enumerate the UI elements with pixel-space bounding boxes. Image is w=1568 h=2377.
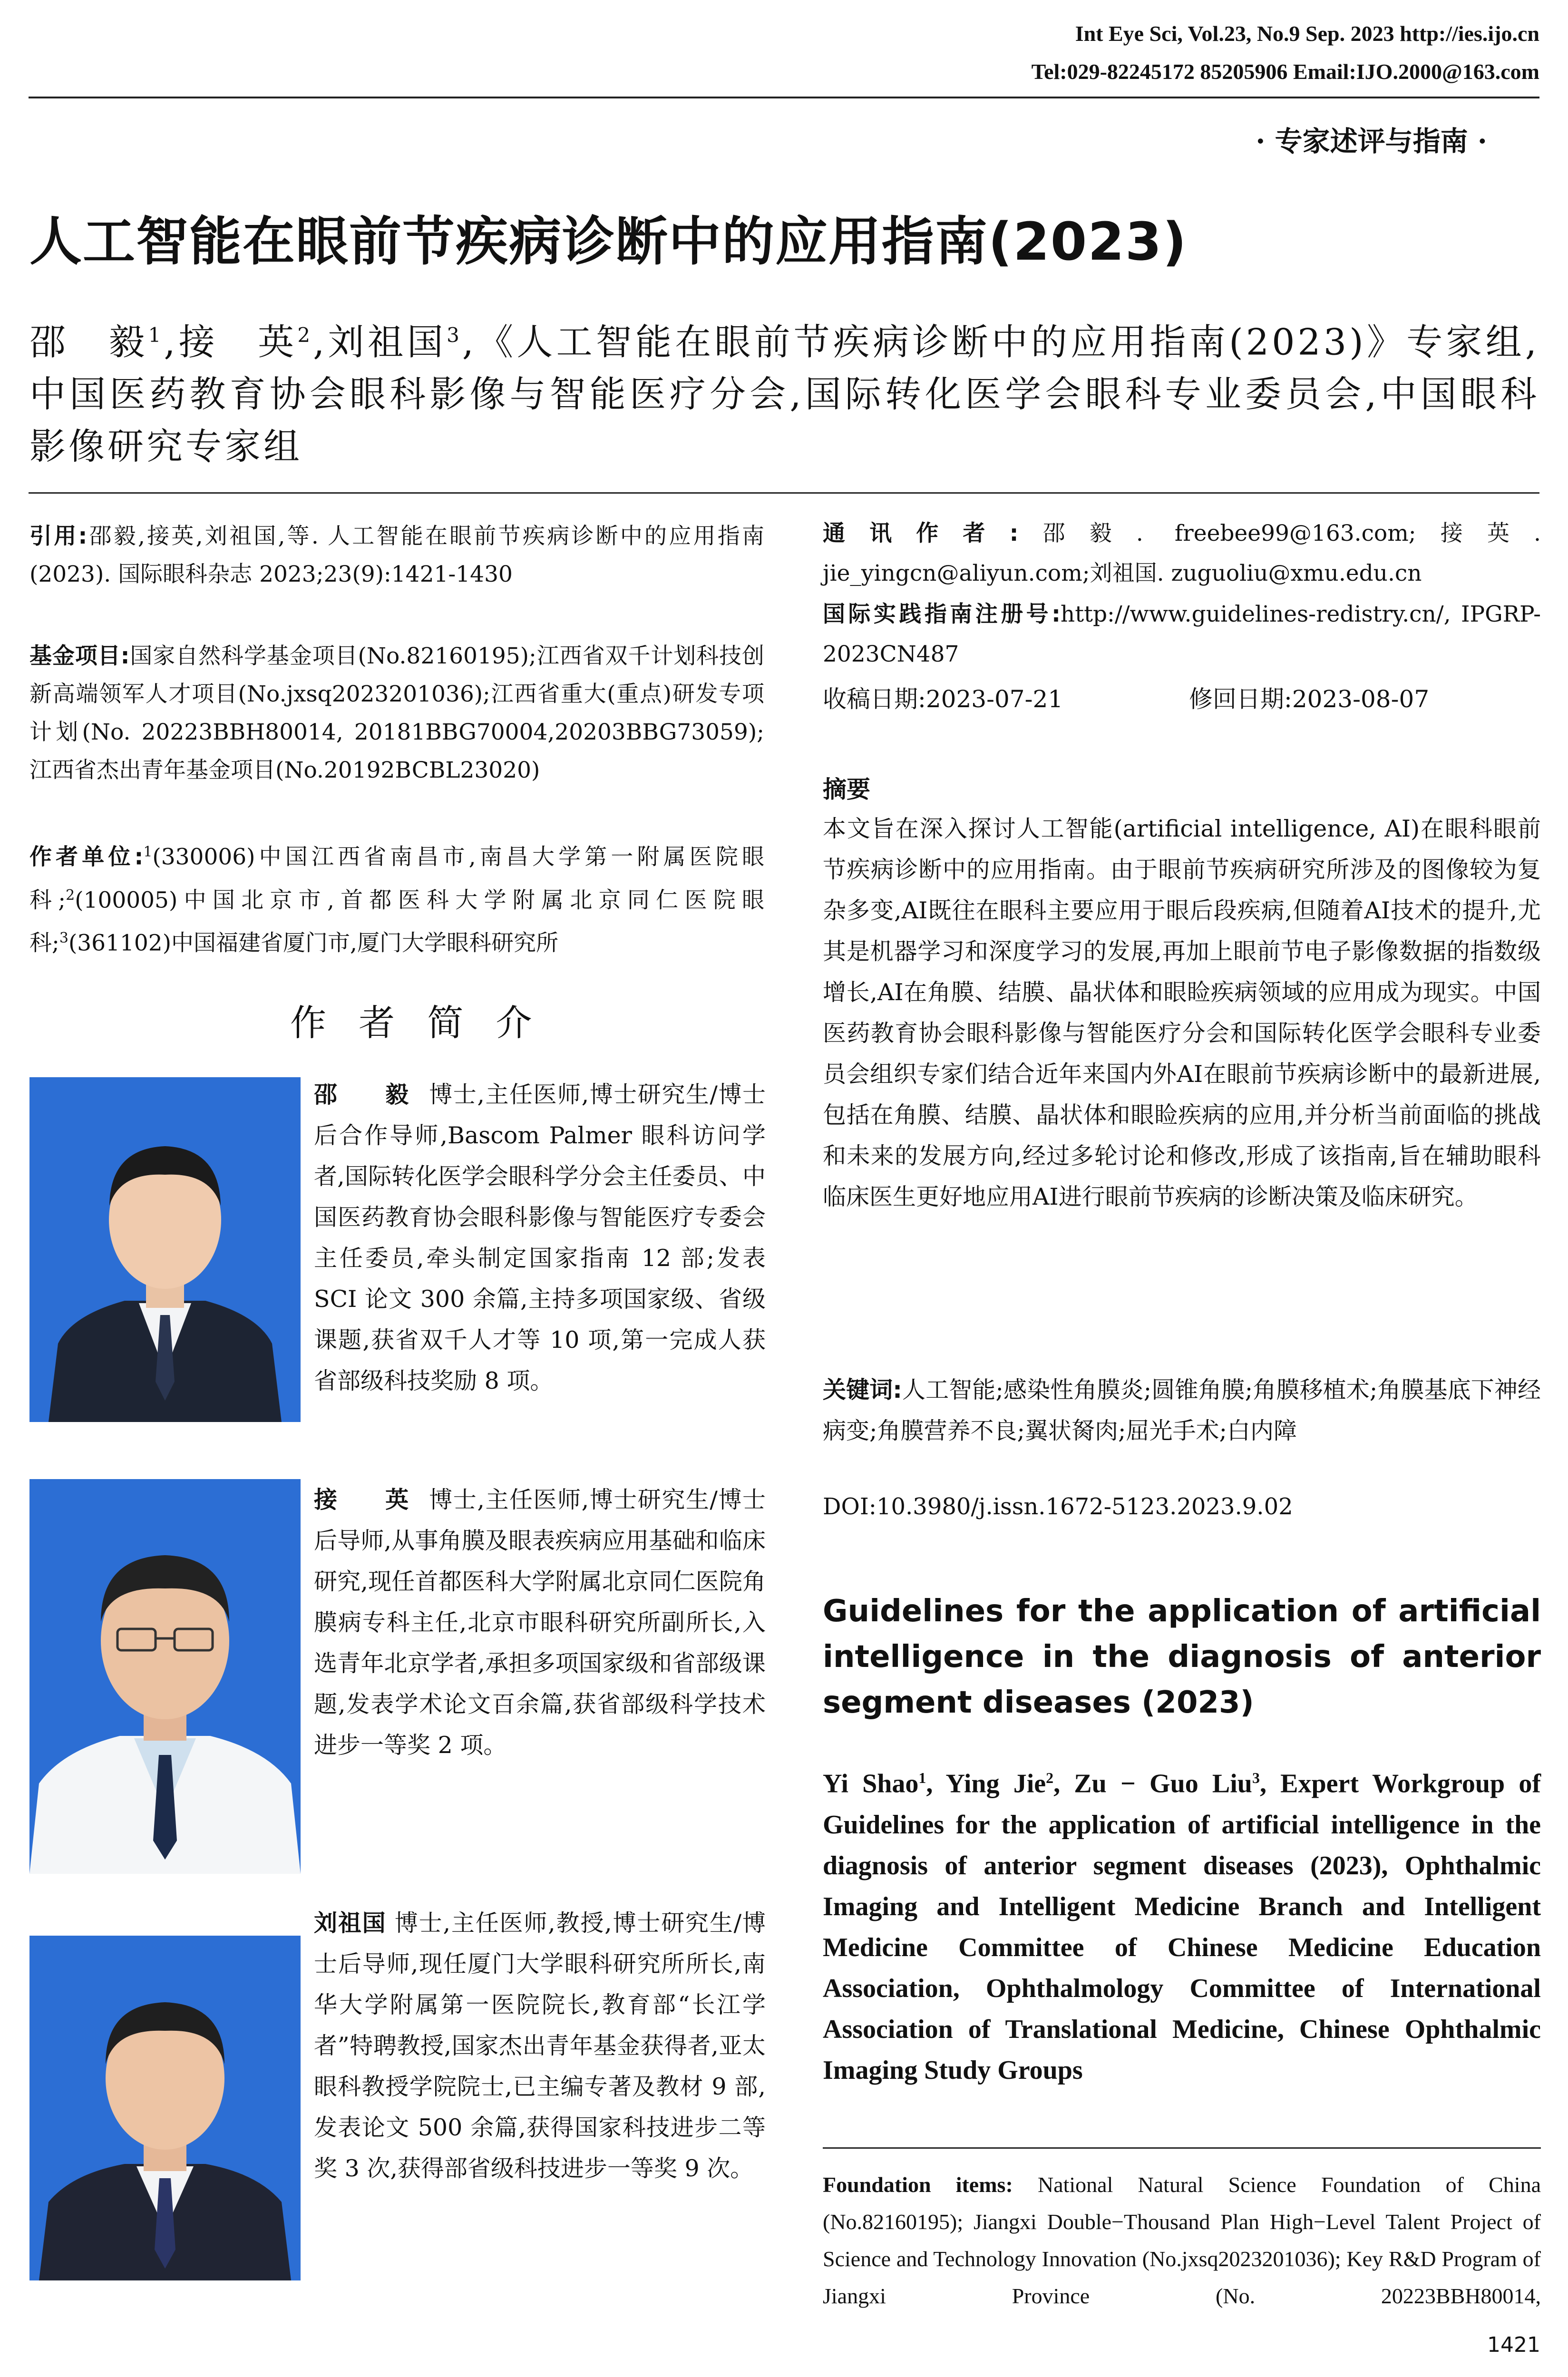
bio-heading: 作 者 简 介: [290, 1002, 543, 1044]
abstract-heading: 摘要: [823, 776, 870, 803]
received-date: 收稿日期:2023-07-21: [823, 685, 1063, 713]
author-1: 邵 毅: [29, 321, 148, 363]
english-authors: Yi Shao$^1$, Ying Jie$^2$, Zu − Guo Liu$^3$, Expert Workgroup of Guidelines for the application of artificial intelligence in the diagnosis of anterior segment diseases (2023), Ophthalmic Imaging and Intelligent Medicine Branch and Intelligent Medicine Committee of Chinese Medicine Education Association, Ophthalmology Committee of International Association of Translational Medicine, Chinese Ophthalmic Imaging Study Groups: [823, 1769, 1541, 2085]
portrait-liu-zuguo: [29, 1936, 301, 2280]
revised-date: 修回日期:2023-08-07: [1189, 685, 1430, 713]
bio-liu-zuguo: 刘祖国 博士,主任医师,教授,博士研究生/博士后导师,现任厦门大学眼科研究所所长,南华大学附属第一医院院长,教育部“长江学者”特聘教授,国家杰出青年基金获得者,亚太眼科教授学院院士,已主编专著及教材 9 部,发表论文 500 余篇,获得国家科技进步二等奖 3 次,获得部省级科技进步一等奖 9 次。: [314, 1909, 766, 2182]
correspondence: 通讯作者:邵毅. freebee99@163.com;接英. jie_yingcn@aliyun.com;刘祖国. zuguoliu@xmu.edu.cn: [823, 520, 1541, 586]
header-rule: [29, 97, 1539, 98]
journal-header-line1: Int Eye Sci, Vol.23, No.9 Sep. 2023 http://ies.ijo.cn: [1075, 21, 1539, 46]
author-3: ,刘祖国: [313, 321, 447, 363]
author-2: ,接 英: [164, 321, 298, 363]
funding-cn: 基金项目:国家自然科学基金项目(No.82160195);江西省双千计划科技创新高端领军人才项目(No.jxsq2023201036);江西省重大(重点)研发专项计划(No. 20223BBH80014, 20181BBG70004,20203BBG73059);江西省杰出青年基金项目(No.20192BCBL23020): [29, 643, 765, 783]
foundation-en: Foundation items: National Natural Science Foundation of China (No.82160195); Jiangxi Double−Thousand Plan High−Level Talent Project of Science and Technology Innovation (No.jxsq2023201036); Key R&D Program of Jiangxi Province (No. 20223BBH80014,: [823, 2172, 1541, 2308]
authors-cn: 邵 毅$^1$,接 英$^2$,刘祖国$^3$,《人工智能在眼前节疾病诊断中的应用指南(2023)》专家组,中国医药教育协会眼科影像与智能医疗分会,国际转化医学会眼科专业委员会,中国眼科影像研究专家组: [29, 321, 1539, 468]
portrait-jie-ying: [29, 1479, 301, 1874]
journal-header-line2: Tel:029-82245172 85205906 Email:IJO.2000@163.com: [1031, 59, 1539, 84]
article-title: 人工智能在眼前节疾病诊断中的应用指南(2023): [29, 211, 1188, 272]
affiliations: 作者单位:$^1$(330006)中国江西省南昌市,南昌大学第一附属医院眼科;$^2$(100005)中国北京市,首都医科大学附属北京同仁医院眼科;$^3$(361102)中国福建省厦门市,厦门大学眼科研究所: [29, 844, 764, 956]
keywords: 关键词:人工智能;感染性角膜炎;圆锥角膜;角膜移植术;角膜基底下神经病变;角膜营养不良;翼状胬肉;屈光手术;白内障: [823, 1376, 1541, 1444]
registration: 国际实践指南注册号:http://www.guidelines-redistry.cn/, IPGRP-2023CN487: [823, 601, 1541, 667]
citation: 引用:邵毅,接英,刘祖国,等. 人工智能在眼前节疾病诊断中的应用指南(2023). 国际眼科杂志 2023;23(9):1421-1430: [29, 523, 764, 587]
english-title: Guidelines for the application of artificial intelligence in the diagnosis of anterior segment diseases (2023): [823, 1594, 1541, 1720]
bio-jie-ying: 接 英 博士,主任医师,博士研究生/博士后导师,从事角膜及眼表疾病应用基础和临床研究,现任首都医科大学附属北京同仁医院角膜病专科主任,北京市眼科研究所副所长,入选青年北京学者,承担多项国家级和省部级课题,发表学术论文百余篇,获省部级科学技术进步一等奖 2 项。: [314, 1486, 766, 1759]
bio-shao-yi: 邵 毅 博士,主任医师,博士研究生/博士后合作导师,Bascom Palmer 眼科访问学者,国际转化医学会眼科学分会主任委员、中国医药教育协会眼科影像与智能医疗专委会主任委员,牵头制定国家指南 12 部;发表 SCI 论文 300 余篇,主持多项国家级、省级课题,获省双千人才等 10 项,第一完成人获省部级科技奖励 8 项。: [314, 1081, 766, 1394]
page-number: 1421: [1487, 2333, 1540, 2357]
foundation-rule: [823, 2147, 1541, 2149]
authors-rule: [29, 492, 1539, 494]
abstract-text: 本文旨在深入探讨人工智能(artificial intelligence, AI)在眼科眼前节疾病诊断中的应用指南。由于眼前节疾病研究所涉及的图像较为复杂多变,AI既往在眼科主要应用于眼后段疾病,但随着AI技术的提升,尤其是机器学习和深度学习的发展,再加上眼前节电子影像数据的指数级增长,AI在角膜、结膜、晶状体和眼睑疾病领域的应用成为现实。中国医药教育协会眼科影像与智能医疗分会和国际转化医学会眼科专业委员会组织专家们结合近年来国内外AI在眼前节疾病诊断中的最新进展,包括在角膜、结膜、晶状体和眼睑疾病的应用,并分析当前面临的挑战和未来的发展方向,经过多轮讨论和修改,形成了该指南,旨在辅助眼科临床医生更好地应用AI进行眼前节疾病的诊断决策及临床研究。: [823, 815, 1541, 1210]
author-groups: ,《人工智能在眼前节疾病诊断中的应用指南(2023)》专家组,中国医药教育协会眼科影像与智能医疗分会,国际转化医学会眼科专业委员会,中国眼科影像研究专家组: [29, 321, 1539, 468]
section-label: · 专家述评与指南 ·: [1256, 125, 1487, 157]
portrait-shao-yi: [29, 1077, 301, 1422]
doi: DOI:10.3980/j.issn.1672-5123.2023.9.02: [823, 1493, 1293, 1520]
